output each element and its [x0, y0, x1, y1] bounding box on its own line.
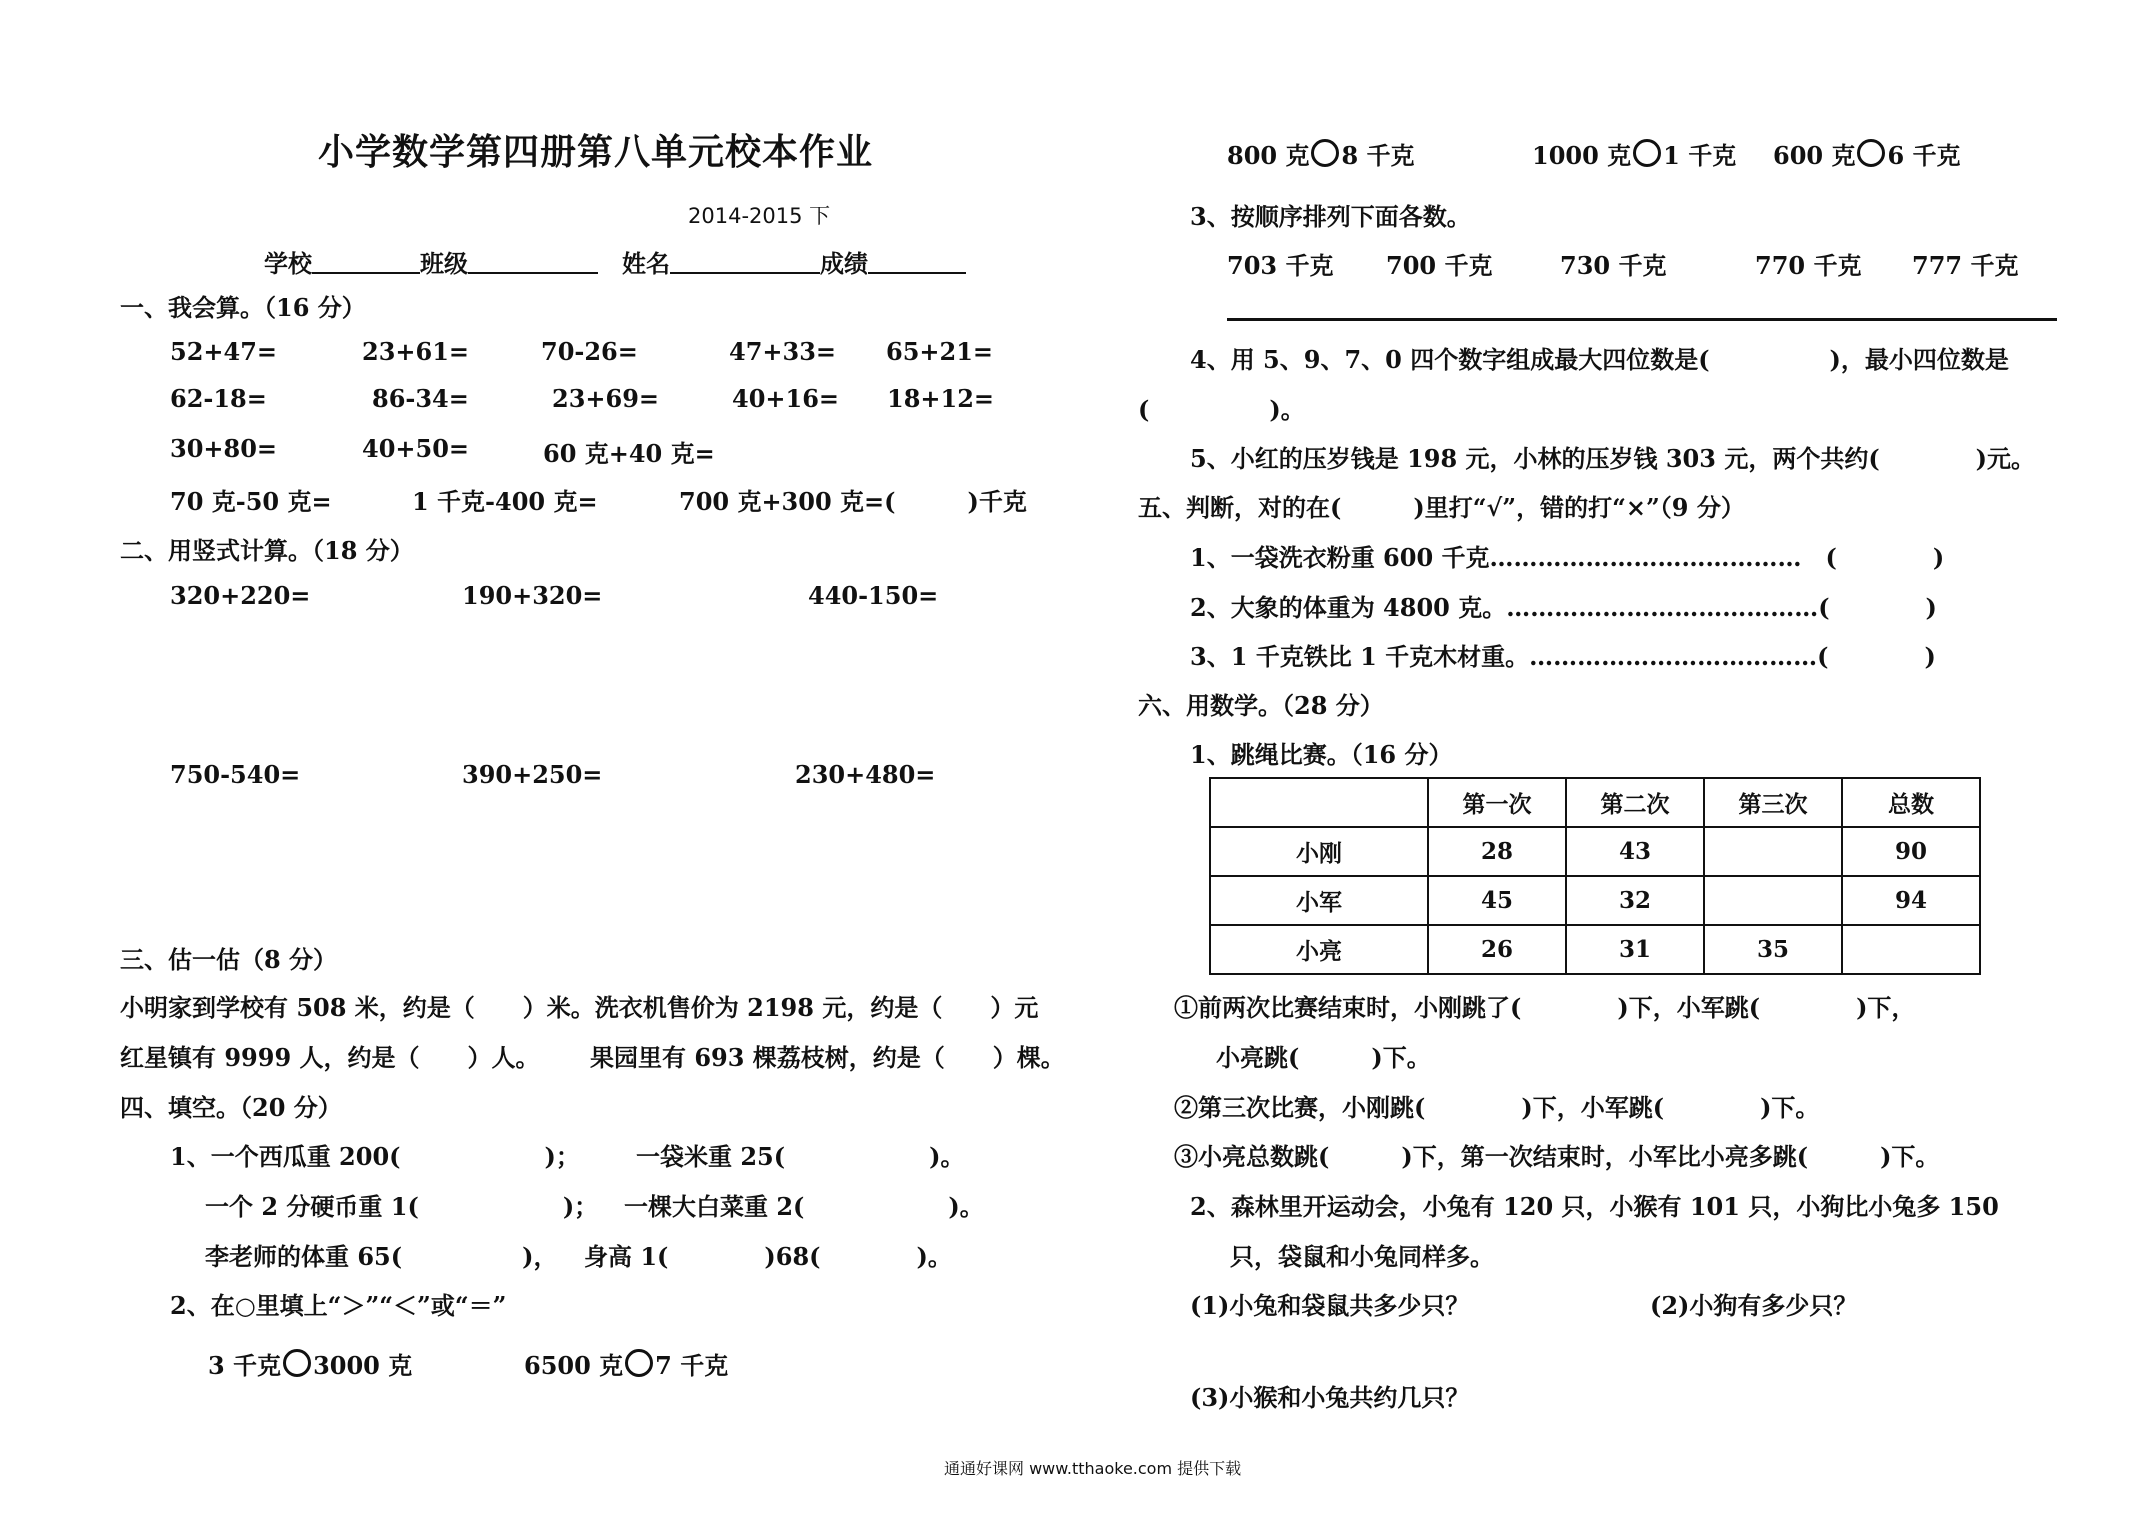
- calc-item: 86-34=: [372, 384, 469, 413]
- compare-item: 1000 克 1 千克: [1532, 141, 1737, 170]
- section2-heading: 二、用竖式计算。（18 分）: [120, 536, 414, 565]
- student-info-line: [264, 244, 966, 279]
- class-blank[interactable]: [468, 252, 598, 274]
- calc-item: 23+69=: [552, 384, 660, 413]
- judge-item: 2、大象的体重为 4800 克。…………………………………( ): [1190, 593, 1937, 622]
- table-cell[interactable]: [1842, 925, 1980, 974]
- table-cell: 28: [1428, 827, 1566, 876]
- vertical-calc-item: 390+250=: [462, 760, 603, 789]
- word-problem: 2、森林里开运动会，小兔有 120 只，小猴有 101 只，小狗比小兔多 150: [1190, 1192, 1999, 1221]
- compare-circle[interactable]: [1311, 139, 1339, 167]
- order-item: 703 千克: [1227, 251, 1334, 280]
- school-label: 学校: [264, 249, 312, 278]
- calc-item: 47+33=: [729, 337, 837, 366]
- table-header-row: [1210, 778, 1980, 827]
- score-label: 成绩: [820, 249, 868, 278]
- table-cell: 小军: [1210, 876, 1428, 925]
- fill-item: 小亮跳( )下。: [1216, 1043, 1431, 1072]
- word-problem: 只，袋鼠和小兔同样多。: [1230, 1242, 1494, 1271]
- sub-question: (1)小兔和袋鼠共多少只？: [1190, 1291, 1470, 1320]
- sub-question: (2)小狗有多少只？: [1650, 1291, 1858, 1320]
- table-cell: 35: [1704, 925, 1842, 974]
- vertical-calc-item: 230+480=: [795, 760, 936, 789]
- judge-item: 3、1 千克铁比 1 千克木材重。………………………………( ): [1190, 642, 1936, 671]
- sub-question: (3)小猴和小兔共约几只？: [1190, 1383, 1470, 1412]
- answer-line[interactable]: [1227, 318, 2057, 321]
- table-cell: [1210, 778, 1428, 827]
- table-row: [1210, 827, 1980, 876]
- class-label: 班级: [420, 249, 468, 278]
- table-cell: 小刚: [1210, 827, 1428, 876]
- fill-item: ①前两次比赛结束时，小刚跳了( )下，小军跳( )下，: [1174, 993, 1916, 1022]
- estimate-line: 果园里有 693 棵荔枝树，约是（ ）棵。: [590, 1043, 1065, 1072]
- fill-item: 1、一个西瓜重 200( )；: [170, 1142, 580, 1171]
- vertical-calc-item: 440-150=: [808, 581, 939, 610]
- section3-heading: 三、估一估（8 分）: [120, 945, 338, 974]
- table-cell: 第三次: [1704, 778, 1842, 827]
- table-cell: 第二次: [1566, 778, 1704, 827]
- compare-item: 800 克 8 千克: [1227, 141, 1415, 170]
- calc-item: 700 克+300 克=( )千克: [679, 487, 1027, 516]
- vertical-calc-item: 190+320=: [462, 581, 603, 610]
- compare-instruction: 2、在○里填上“＞”“＜”或“＝”: [170, 1291, 507, 1320]
- compare-circle[interactable]: [1633, 139, 1661, 167]
- table-cell: 43: [1566, 827, 1704, 876]
- fill-item: ③小亮总数跳( )下，第一次结束时，小军比小亮多跳( )下。: [1174, 1142, 1940, 1171]
- table-cell: 小亮: [1210, 925, 1428, 974]
- calc-item: 40+16=: [732, 384, 840, 413]
- school-blank[interactable]: [312, 252, 420, 274]
- name-label: 姓名: [622, 249, 670, 278]
- table-cell[interactable]: [1704, 827, 1842, 876]
- calc-item: 18+12=: [887, 384, 995, 413]
- table-cell: 32: [1566, 876, 1704, 925]
- school-year: 2014-2015 下: [688, 204, 831, 228]
- fill-item: ②第三次比赛，小刚跳( )下，小军跳( )下。: [1174, 1093, 1820, 1122]
- calc-item: 70-26=: [541, 337, 638, 366]
- calc-item: 60 克+40 克=: [543, 439, 715, 468]
- order-item: 770 千克: [1755, 251, 1862, 280]
- estimate-line: 红星镇有 9999 人，约是（ ）人。: [120, 1043, 540, 1072]
- fill-item: 身高 1( )68( )。: [584, 1242, 952, 1271]
- table-cell: 总数: [1842, 778, 1980, 827]
- fill-item: 5、小红的压岁钱是 198 元，小林的压岁钱 303 元，两个共约( )元。: [1190, 444, 2036, 473]
- table-cell: 26: [1428, 925, 1566, 974]
- table-row: [1210, 925, 1980, 974]
- section1-heading: 一、我会算。（16 分）: [120, 293, 366, 322]
- calc-item: 1 千克-400 克=: [412, 487, 598, 516]
- score-blank[interactable]: [868, 252, 966, 274]
- footer-credit: 通通好课网 www.tthaoke.com 提供下载: [944, 1459, 1242, 1478]
- page-title: 小学数学第四册第八单元校本作业: [318, 131, 874, 173]
- section6-heading: 六、用数学。（28 分）: [1138, 691, 1384, 720]
- section5-heading: 五、判断，对的在( )里打“√”，错的打“×”（9 分）: [1138, 493, 1745, 522]
- compare-item: 6500 克 7 千克: [524, 1351, 729, 1380]
- compare-circle[interactable]: [1857, 139, 1885, 167]
- vertical-calc-item: 750-540=: [170, 760, 301, 789]
- estimate-line: 小明家到学校有 508 米，约是（ ）米。洗衣机售价为 2198 元，约是（ ）元: [120, 993, 1039, 1022]
- table-cell: 第一次: [1428, 778, 1566, 827]
- table-cell[interactable]: [1704, 876, 1842, 925]
- calc-item: 23+61=: [362, 337, 470, 366]
- calc-item: 30+80=: [170, 434, 278, 463]
- order-item: 730 千克: [1560, 251, 1667, 280]
- compare-circle[interactable]: [625, 1349, 653, 1377]
- rope-skipping-table: [1209, 777, 1981, 975]
- name-blank[interactable]: [670, 252, 820, 274]
- calc-item: 62-18=: [170, 384, 267, 413]
- fill-item: 一个 2 分硬币重 1( )；: [205, 1192, 599, 1221]
- order-item: 700 千克: [1386, 251, 1493, 280]
- fill-item: 4、用 5、9、7、0 四个数字组成最大四位数是( )，最小四位数是: [1190, 345, 2009, 374]
- table-cell: 90: [1842, 827, 1980, 876]
- compare-item: 3 千克 3000 克: [208, 1351, 413, 1380]
- calc-item: 70 克-50 克=: [170, 487, 332, 516]
- fill-item: ( )。: [1138, 395, 1305, 424]
- order-item: 777 千克: [1912, 251, 2019, 280]
- compare-item: 600 克 6 千克: [1773, 141, 1961, 170]
- calc-item: 52+47=: [170, 337, 278, 366]
- fill-item: 一棵大白菜重 2( )。: [624, 1192, 984, 1221]
- table-row: [1210, 876, 1980, 925]
- fill-item: 一袋米重 25( )。: [636, 1142, 965, 1171]
- section4-heading: 四、填空。（20 分）: [120, 1093, 342, 1122]
- vertical-calc-item: 320+220=: [170, 581, 311, 610]
- compare-circle[interactable]: [283, 1349, 311, 1377]
- table-cell: 31: [1566, 925, 1704, 974]
- judge-item: 1、一袋洗衣粉重 600 千克………………………………… ( ): [1190, 543, 1945, 572]
- calc-item: 65+21=: [886, 337, 994, 366]
- table-cell: 94: [1842, 876, 1980, 925]
- fill-item: 李老师的体重 65( )，: [205, 1242, 558, 1271]
- calc-item: 40+50=: [362, 434, 470, 463]
- table-cell: 45: [1428, 876, 1566, 925]
- order-instruction: 3、按顺序排列下面各数。: [1190, 202, 1471, 231]
- question-title: 1、跳绳比赛。（16 分）: [1190, 740, 1453, 769]
